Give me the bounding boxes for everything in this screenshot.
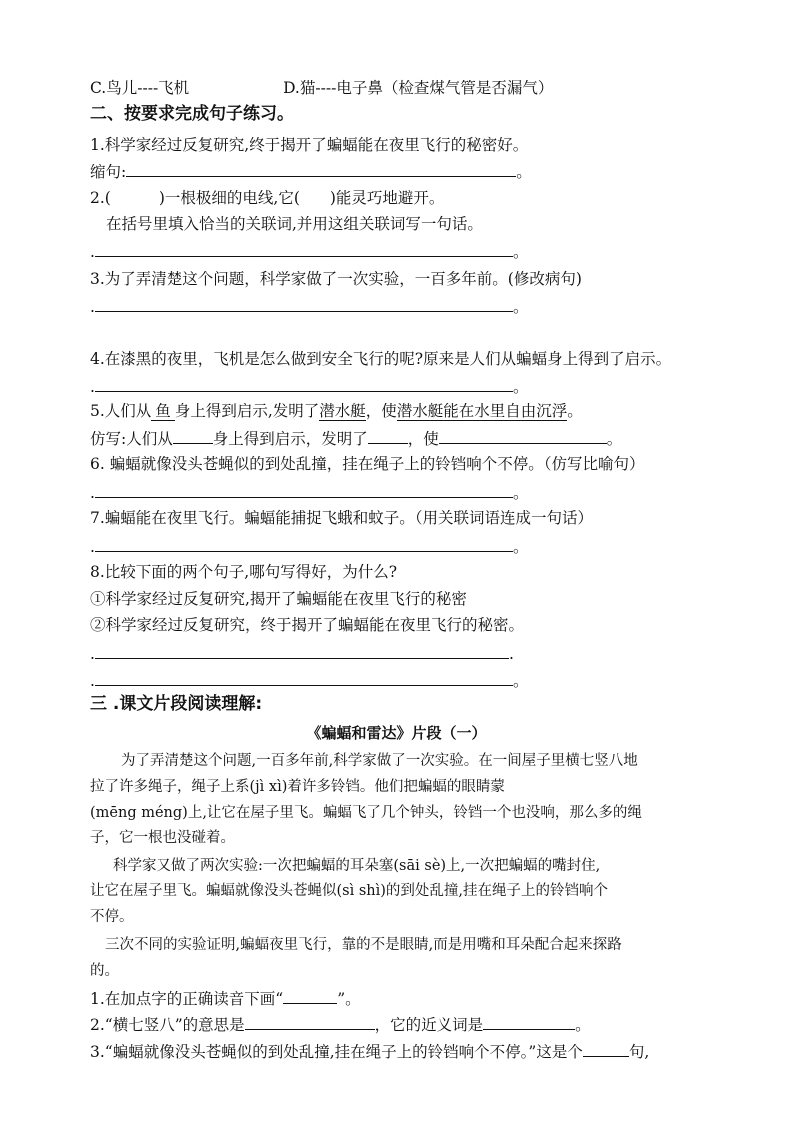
- answer-line: . 。: [90, 484, 529, 502]
- passage-line: 子，它一根也没碰着。: [90, 830, 235, 846]
- answer-blank[interactable]: [95, 296, 513, 312]
- reading-question-2: 2.“横七竖八”的意思是 ，它的近义词是 。: [90, 1016, 591, 1034]
- option-c: C.鸟儿----飞机: [90, 79, 190, 97]
- answer-blank[interactable]: [95, 643, 509, 659]
- question-8: 8.比较下面的两个句子,哪句写得好，为什么?: [90, 563, 398, 581]
- answer-blank[interactable]: [283, 988, 337, 1004]
- question-2: 2.( )一根极细的电线,它( )能灵巧地避开。: [90, 189, 445, 207]
- answer-blank[interactable]: [483, 1014, 575, 1030]
- answer-line: . .: [90, 645, 514, 663]
- answer-line: . 。: [90, 298, 529, 316]
- reading-question-3: 3.“蝙蝠就像没头苍蝇似的到处乱撞,挂在绳子上的铃铛响个不停。”这是个 句,: [90, 1043, 650, 1061]
- question-5-imitation: 仿写:人们从 身上得到启示，发明了 ，使 。: [90, 430, 623, 448]
- passage-line: 不停。: [90, 909, 134, 925]
- answer-line: . 。: [90, 378, 529, 396]
- underlined-phrase: 潜水艇能在水里自由沉浮: [396, 402, 568, 420]
- question-3: 3.为了弄清楚这个问题，科学家做了一次实验，一百多年前。(修改病句): [90, 270, 582, 288]
- option-d: D.猫----电子鼻（检查煤气管是否漏气）: [283, 79, 554, 97]
- sentence-1: ①科学家经过反复研究,揭开了蝙蝠能在夜里飞行的秘密: [90, 590, 467, 608]
- passage-line: 三次不同的实验证明,蝙蝠夜里飞行，靠的不是眼睛,而是用嘴和耳朵配合起来探路: [105, 937, 622, 953]
- answer-blank[interactable]: [126, 161, 516, 177]
- section-3-heading: 三 .课文片段阅读理解:: [90, 694, 263, 714]
- section-2-heading: 二、按要求完成句子练习。: [90, 104, 294, 124]
- passage-line: 为了弄清楚这个问题,一百多年前,科学家做了一次实验。在一间屋子里横七竖八地: [121, 753, 638, 769]
- answer-line: . 。: [90, 243, 529, 261]
- reading-question-1: 1.在加点字的正确读音下画“ ”。: [90, 990, 361, 1008]
- underlined-word: 潜水艇: [319, 402, 366, 420]
- answer-blank[interactable]: [439, 428, 607, 444]
- option-c-line: [90, 78, 553, 98]
- question-1-answer-line: 缩句: 。: [90, 163, 532, 181]
- question-1: 1.科学家经过反复研究,终于揭开了蝙蝠能在夜里飞行的秘密好。: [90, 136, 529, 154]
- answer-blank[interactable]: [368, 428, 408, 444]
- shorten-label: 缩句:: [90, 163, 127, 181]
- passage-line: 的。: [90, 963, 119, 979]
- passage-line: 拉了许多绳子，绳子上系(jì xì)着许多铃铛。他们把蝙蝠的眼睛蒙: [90, 779, 505, 795]
- answer-line: . 。: [90, 538, 529, 556]
- underlined-word: 鱼: [151, 402, 175, 421]
- passage-line: (mēng méng)上,让它在屋子里飞。蝙蝠飞了几个钟头，铃铛一个也没响，那么多的绳: [90, 805, 642, 821]
- answer-blank[interactable]: [95, 670, 513, 686]
- answer-blank[interactable]: [95, 482, 513, 498]
- question-6: 6. 蝙蝠就像没头苍蝇似的到处乱撞，挂在绳子上的铃铛响个不停。（仿写比喻句）: [90, 455, 645, 473]
- answer-blank[interactable]: [95, 376, 513, 392]
- question-4: 4.在漆黑的夜里，飞机是怎么做到安全飞行的呢?原来是人们从蝙蝠身上得到了启示。: [90, 350, 672, 368]
- answer-blank[interactable]: [245, 1014, 375, 1030]
- answer-blank[interactable]: [173, 428, 213, 444]
- question-5: 5.人们从 鱼 身上得到启示,发明了潜水艇，使潜水艇能在水里自由沉浮。: [90, 402, 583, 420]
- passage-line: 科学家又做了两次实验:一次把蝙蝠的耳朵塞(sāi sè)上,一次把蝙蝠的嘴封住,: [113, 858, 601, 874]
- answer-blank[interactable]: [95, 536, 513, 552]
- answer-line: . 。: [90, 672, 529, 690]
- sentence-2: ②科学家经过反复研究，终于揭开了蝙蝠能在夜里飞行的秘密。: [90, 616, 525, 634]
- passage-title: 《蝙蝠和雷达》片段（一）: [306, 724, 487, 742]
- answer-blank[interactable]: [95, 241, 513, 257]
- question-2-instruction: 在括号里填入恰当的关联词,并用这组关联词写一句话。: [106, 215, 483, 233]
- question-7: 7.蝙蝠能在夜里飞行。蝙蝠能捕捉飞蛾和蚊子。（用关联词语连成一句话）: [90, 509, 594, 527]
- passage-line: 让它在屋子里飞。蝙蝠就像没头苍蝇似(sì shì)的到处乱撞,挂在绳子上的铃铛响个: [90, 883, 609, 899]
- answer-blank[interactable]: [583, 1041, 629, 1057]
